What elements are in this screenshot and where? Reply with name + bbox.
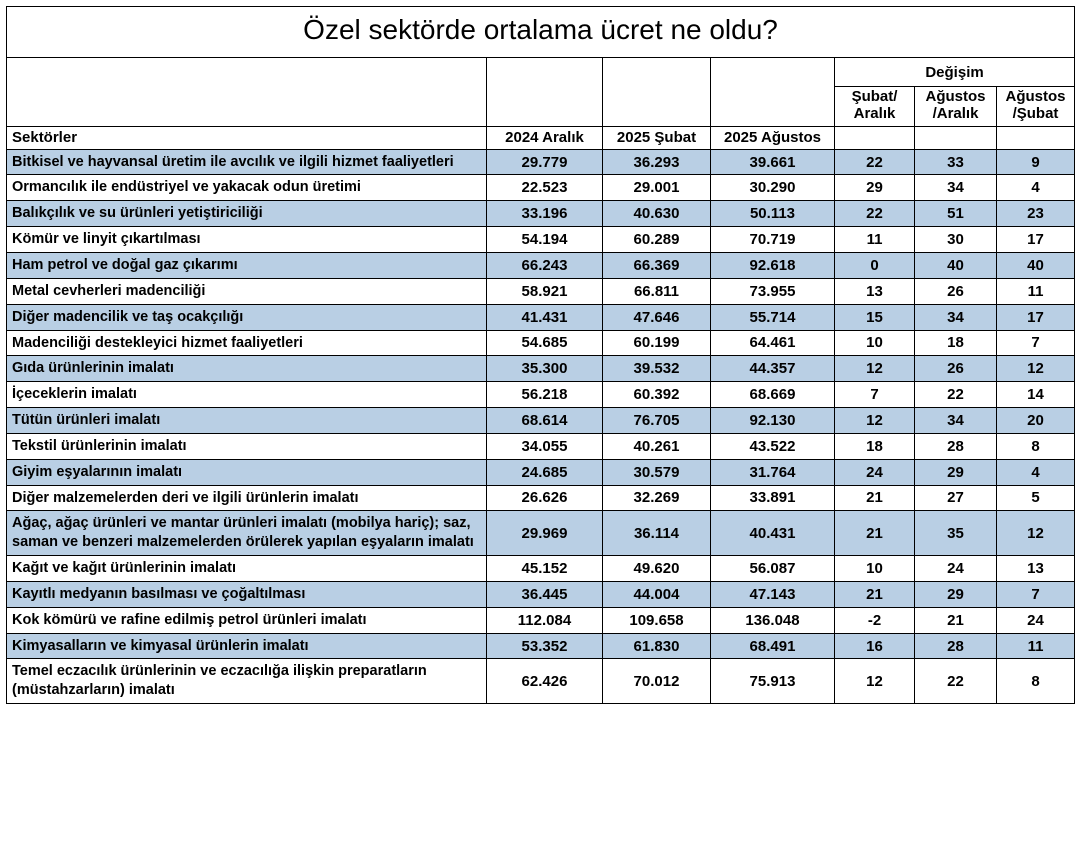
- wage-value-cell: 54.685: [487, 330, 603, 356]
- wage-value-cell: 36.445: [487, 581, 603, 607]
- wage-value-cell: 30.579: [603, 459, 711, 485]
- wage-value-cell: 66.811: [603, 278, 711, 304]
- wage-value-cell: 136.048: [711, 607, 835, 633]
- wage-value-cell: 60.289: [603, 227, 711, 253]
- wage-value-cell: 44.004: [603, 581, 711, 607]
- table-row: [7, 278, 1075, 304]
- change-value-cell: 22: [835, 149, 915, 175]
- header-blank-v3: [711, 58, 835, 127]
- change-value-cell: 8: [997, 659, 1075, 704]
- table-row: [7, 227, 1075, 253]
- change-value-cell: 0: [835, 252, 915, 278]
- wage-value-cell: 54.194: [487, 227, 603, 253]
- table-row: [7, 382, 1075, 408]
- header-change-subat-aralik-line2: Aralık: [853, 104, 896, 122]
- wage-value-cell: 76.705: [603, 408, 711, 434]
- change-value-cell: 29: [915, 459, 997, 485]
- table-row: [7, 304, 1075, 330]
- table-row: [7, 659, 1075, 704]
- change-value-cell: 12: [835, 408, 915, 434]
- wage-value-cell: 68.491: [711, 633, 835, 659]
- table-row: [7, 175, 1075, 201]
- change-value-cell: 13: [997, 556, 1075, 582]
- change-value-cell: 4: [997, 175, 1075, 201]
- sector-name-cell: Kok kömürü ve rafine edilmiş petrol ürünleri imalatı: [7, 607, 487, 633]
- change-value-cell: 28: [915, 633, 997, 659]
- change-value-cell: 11: [997, 633, 1075, 659]
- table-row: [7, 201, 1075, 227]
- wage-value-cell: 40.431: [711, 511, 835, 556]
- change-value-cell: 33: [915, 149, 997, 175]
- sector-name-cell: Giyim eşyalarının imalatı: [7, 459, 487, 485]
- wage-value-cell: 70.012: [603, 659, 711, 704]
- wage-value-cell: 40.261: [603, 433, 711, 459]
- wage-value-cell: 53.352: [487, 633, 603, 659]
- change-value-cell: 34: [915, 175, 997, 201]
- table-body: [7, 149, 1075, 704]
- wage-value-cell: 35.300: [487, 356, 603, 382]
- wage-value-cell: 24.685: [487, 459, 603, 485]
- header-period-2024-aralik: 2024 Aralık: [487, 126, 603, 149]
- wage-value-cell: 66.369: [603, 252, 711, 278]
- wage-value-cell: 39.532: [603, 356, 711, 382]
- sector-name-cell: Tütün ürünleri imalatı: [7, 408, 487, 434]
- wage-value-cell: 45.152: [487, 556, 603, 582]
- change-value-cell: 5: [997, 485, 1075, 511]
- change-value-cell: 40: [915, 252, 997, 278]
- wage-value-cell: 47.143: [711, 581, 835, 607]
- wage-value-cell: 41.431: [487, 304, 603, 330]
- table-row: [7, 581, 1075, 607]
- wage-value-cell: 44.357: [711, 356, 835, 382]
- sector-name-cell: Temel eczacılık ürünlerinin ve eczacılığa ilişkin preparatların (müstahzarların) imalatı: [7, 659, 487, 704]
- wage-value-cell: 60.199: [603, 330, 711, 356]
- sector-name-cell: Kimyasalların ve kimyasal ürünlerin imalatı: [7, 633, 487, 659]
- header-blank-v2: [603, 58, 711, 127]
- change-value-cell: 26: [915, 356, 997, 382]
- wage-value-cell: 60.392: [603, 382, 711, 408]
- change-value-cell: 34: [915, 304, 997, 330]
- wage-value-cell: 62.426: [487, 659, 603, 704]
- change-value-cell: 10: [835, 556, 915, 582]
- wage-value-cell: 40.630: [603, 201, 711, 227]
- wage-value-cell: 58.921: [487, 278, 603, 304]
- sector-name-cell: Metal cevherleri madenciliği: [7, 278, 487, 304]
- wage-value-cell: 36.114: [603, 511, 711, 556]
- change-value-cell: 21: [835, 581, 915, 607]
- change-value-cell: 18: [915, 330, 997, 356]
- table-row: [7, 485, 1075, 511]
- wage-value-cell: 109.658: [603, 607, 711, 633]
- wage-value-cell: 43.522: [711, 433, 835, 459]
- sector-name-cell: Bitkisel ve hayvansal üretim ile avcılık ve ilgili hizmet faaliyetleri: [7, 149, 487, 175]
- change-value-cell: -2: [835, 607, 915, 633]
- change-value-cell: 7: [997, 581, 1075, 607]
- change-value-cell: 21: [835, 511, 915, 556]
- wage-value-cell: 61.830: [603, 633, 711, 659]
- table-row: [7, 149, 1075, 175]
- header-degisim: Değişim: [835, 58, 1075, 87]
- wage-value-cell: 64.461: [711, 330, 835, 356]
- change-value-cell: 21: [915, 607, 997, 633]
- header-change-agustos-aralik-line1: Ağustos: [925, 88, 986, 105]
- table-row: [7, 556, 1075, 582]
- wage-value-cell: 66.243: [487, 252, 603, 278]
- sector-name-cell: Kayıtlı medyanın basılması ve çoğaltılması: [7, 581, 487, 607]
- wage-value-cell: 31.764: [711, 459, 835, 485]
- wage-value-cell: 73.955: [711, 278, 835, 304]
- wage-value-cell: 56.218: [487, 382, 603, 408]
- sector-name-cell: Kağıt ve kağıt ürünlerinin imalatı: [7, 556, 487, 582]
- table-header: [7, 7, 1075, 150]
- header-change-col-3: [997, 126, 1075, 149]
- change-value-cell: 24: [997, 607, 1075, 633]
- change-value-cell: 12: [997, 511, 1075, 556]
- change-value-cell: 35: [915, 511, 997, 556]
- change-value-cell: 34: [915, 408, 997, 434]
- sector-name-cell: Diğer madencilik ve taş ocakçılığı: [7, 304, 487, 330]
- table-row: [7, 408, 1075, 434]
- change-value-cell: 11: [997, 278, 1075, 304]
- change-value-cell: 12: [997, 356, 1075, 382]
- wage-value-cell: 29.969: [487, 511, 603, 556]
- change-value-cell: 7: [997, 330, 1075, 356]
- sector-name-cell: Ormancılık ile endüstriyel ve yakacak odun üretimi: [7, 175, 487, 201]
- change-value-cell: 51: [915, 201, 997, 227]
- wage-value-cell: 112.084: [487, 607, 603, 633]
- header-change-agustos-aralik: [915, 87, 997, 127]
- wage-value-cell: 36.293: [603, 149, 711, 175]
- wage-value-cell: 26.626: [487, 485, 603, 511]
- table-row: [7, 356, 1075, 382]
- change-value-cell: 22: [835, 201, 915, 227]
- wage-table: [6, 6, 1075, 704]
- table-row: [7, 607, 1075, 633]
- table-row: [7, 433, 1075, 459]
- change-value-cell: 40: [997, 252, 1075, 278]
- header-blank-v1: [487, 58, 603, 127]
- wage-value-cell: 33.891: [711, 485, 835, 511]
- header-period-2025-subat: 2025 Şubat: [603, 126, 711, 149]
- change-value-cell: 17: [997, 227, 1075, 253]
- table-row: [7, 511, 1075, 556]
- header-change-subat-aralik-line1: Şubat/: [851, 88, 898, 105]
- header-change-agustos-subat-line2: /Şubat: [1012, 104, 1059, 122]
- change-value-cell: 11: [835, 227, 915, 253]
- wage-value-cell: 70.719: [711, 227, 835, 253]
- page-title: Özel sektörde ortalama ücret ne oldu?: [7, 7, 1075, 58]
- change-value-cell: 16: [835, 633, 915, 659]
- wage-value-cell: 29.779: [487, 149, 603, 175]
- sector-name-cell: Kömür ve linyit çıkartılması: [7, 227, 487, 253]
- change-value-cell: 15: [835, 304, 915, 330]
- table-row: [7, 459, 1075, 485]
- sector-name-cell: Tekstil ürünlerinin imalatı: [7, 433, 487, 459]
- change-value-cell: 29: [835, 175, 915, 201]
- change-value-cell: 24: [835, 459, 915, 485]
- change-value-cell: 28: [915, 433, 997, 459]
- wage-value-cell: 47.646: [603, 304, 711, 330]
- header-column-row: [7, 126, 1075, 149]
- change-value-cell: 26: [915, 278, 997, 304]
- sector-name-cell: Ağaç, ağaç ürünleri ve mantar ürünleri imalatı (mobilya hariç); saz, saman ve benzeri malzemelerden örülerek yapılan eşyaların imalatı: [7, 511, 487, 556]
- wage-value-cell: 33.196: [487, 201, 603, 227]
- sector-name-cell: Diğer malzemelerden deri ve ilgili ürünlerin imalatı: [7, 485, 487, 511]
- header-change-agustos-subat-line1: Ağustos: [1005, 88, 1066, 105]
- change-value-cell: 9: [997, 149, 1075, 175]
- change-value-cell: 8: [997, 433, 1075, 459]
- header-sektorler: Sektörler: [7, 126, 487, 149]
- change-value-cell: 17: [997, 304, 1075, 330]
- change-value-cell: 22: [915, 659, 997, 704]
- change-value-cell: 10: [835, 330, 915, 356]
- wage-value-cell: 75.913: [711, 659, 835, 704]
- wage-value-cell: 30.290: [711, 175, 835, 201]
- table-row: [7, 330, 1075, 356]
- wage-value-cell: 29.001: [603, 175, 711, 201]
- sector-name-cell: Balıkçılık ve su ürünleri yetiştiriciliği: [7, 201, 487, 227]
- header-change-col-1: [835, 126, 915, 149]
- wage-value-cell: 92.618: [711, 252, 835, 278]
- table-row: [7, 633, 1075, 659]
- change-value-cell: 27: [915, 485, 997, 511]
- wage-value-cell: 49.620: [603, 556, 711, 582]
- change-value-cell: 24: [915, 556, 997, 582]
- change-value-cell: 30: [915, 227, 997, 253]
- change-value-cell: 20: [997, 408, 1075, 434]
- title-row: [7, 7, 1075, 58]
- change-value-cell: 22: [915, 382, 997, 408]
- change-value-cell: 12: [835, 659, 915, 704]
- change-value-cell: 7: [835, 382, 915, 408]
- change-value-cell: 12: [835, 356, 915, 382]
- header-period-2025-agustos: 2025 Ağustos: [711, 126, 835, 149]
- wage-value-cell: 55.714: [711, 304, 835, 330]
- change-value-cell: 29: [915, 581, 997, 607]
- change-value-cell: 4: [997, 459, 1075, 485]
- change-value-cell: 13: [835, 278, 915, 304]
- wage-value-cell: 22.523: [487, 175, 603, 201]
- wage-value-cell: 56.087: [711, 556, 835, 582]
- wage-value-cell: 68.669: [711, 382, 835, 408]
- sector-name-cell: İçeceklerin imalatı: [7, 382, 487, 408]
- header-change-agustos-subat: [997, 87, 1075, 127]
- change-value-cell: 18: [835, 433, 915, 459]
- header-blank-left: [7, 58, 487, 127]
- sector-name-cell: Gıda ürünlerinin imalatı: [7, 356, 487, 382]
- header-change-subat-aralik: [835, 87, 915, 127]
- change-value-cell: 23: [997, 201, 1075, 227]
- wage-value-cell: 92.130: [711, 408, 835, 434]
- wage-value-cell: 50.113: [711, 201, 835, 227]
- sector-name-cell: Ham petrol ve doğal gaz çıkarımı: [7, 252, 487, 278]
- wage-value-cell: 32.269: [603, 485, 711, 511]
- header-change-agustos-aralik-line2: /Aralık: [932, 104, 979, 122]
- sector-name-cell: Madenciliği destekleyici hizmet faaliyetleri: [7, 330, 487, 356]
- table-row: [7, 252, 1075, 278]
- wage-value-cell: 68.614: [487, 408, 603, 434]
- change-value-cell: 14: [997, 382, 1075, 408]
- header-change-col-2: [915, 126, 997, 149]
- wage-value-cell: 34.055: [487, 433, 603, 459]
- wage-value-cell: 39.661: [711, 149, 835, 175]
- header-group-row: [7, 58, 1075, 87]
- change-value-cell: 21: [835, 485, 915, 511]
